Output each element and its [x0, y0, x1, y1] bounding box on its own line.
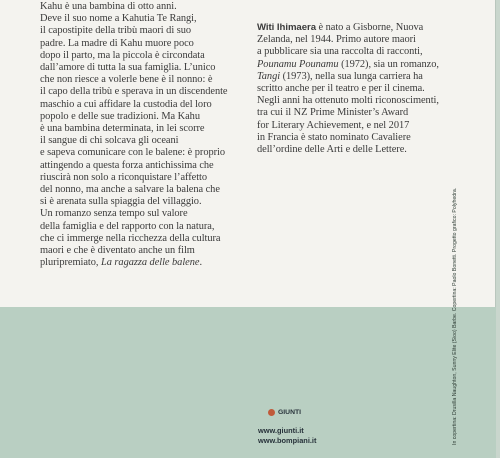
synopsis-line: attingendo a questa forza antichissima che [40, 159, 214, 171]
synopsis-line: dall’amore di tutta la sua famiglia. L’unico [40, 62, 216, 74]
book-title: Pounamu Pounamu [257, 58, 339, 70]
synopsis-line: Un romanzo senza tempo sul valore [40, 208, 188, 220]
film-suffix: . [199, 257, 202, 269]
bio-line: dell’ordine delle Arti e delle Lettere. [257, 144, 407, 156]
synopsis-line: il capo della tribù e sperava in un discendente [40, 86, 228, 98]
synopsis-line: Deve il suo nome a Kahutia Te Rangi, [40, 13, 197, 25]
synopsis-line: il sangue di chi solcava gli oceani [40, 135, 179, 147]
bio-line: for Literary Achievement, e nel 2017 [257, 119, 410, 131]
synopsis-line: del nonno, ma anche a salvare la balena che [40, 184, 220, 196]
film-title: La ragazza delle balene [101, 257, 200, 269]
synopsis-line: popolo e delle sue tradizioni. Ma Kahu [40, 110, 200, 122]
book-title: Tangi [257, 70, 281, 82]
bio-line [257, 59, 467, 71]
bio-text: è nato a Gisborne, Nuova [315, 22, 424, 33]
bio-text: (1972), sia un romanzo, [338, 58, 439, 70]
synopsis-line: Kahu è una bambina di otto anni. [40, 1, 177, 12]
bottom-band [0, 307, 496, 458]
synopsis-line: è una bambina determinata, in lei scorre [40, 123, 205, 135]
synopsis-line: dopo il parto, ma la piccola è circondata [40, 49, 205, 61]
synopsis-line-last [40, 257, 240, 269]
synopsis-line: si è arenata sulla spiaggia del villaggio. [40, 196, 202, 208]
bio-line: a pubblicare sia una raccolta di racconti, [257, 46, 423, 58]
credits-text: In copertina: Drusilla Naughton, Sunny Elite (Sioo) Barbe. Copertina: Paolo Bonetti. Progetto grafico: Polyhedra. [452, 187, 458, 445]
publisher-url: www.giunti.it [258, 426, 304, 435]
synopsis-line: e sapeva comunicare con le balene: è proprio [40, 147, 226, 159]
bio-line: tra cui il NZ Prime Minister’s Award [257, 107, 409, 119]
synopsis-text [40, 1, 240, 269]
publisher-urls [258, 426, 316, 445]
bio-line: Negli anni ha ottenuto molti riconoscimenti, [257, 95, 439, 107]
bio-line [257, 71, 467, 83]
bio-text: (1973), nella sua lunga carriera ha [280, 70, 423, 82]
synopsis-line: maori e che è diventato anche un film [40, 245, 195, 257]
author-name: Witi Ihimaera [257, 22, 316, 33]
publisher-url: www.bompiani.it [258, 435, 317, 445]
bio-line [257, 22, 467, 34]
synopsis-line: riuscirà non solo a riconquistare l’affetto [40, 171, 208, 183]
synopsis-line: della famiglia e del rapporto con la natura, [40, 220, 215, 232]
cover-credits [452, 187, 464, 445]
author-bio [257, 22, 467, 156]
synopsis-line: pluripremiato, [40, 257, 102, 269]
publisher-logo [268, 409, 301, 416]
synopsis-line: padre. La madre di Kahu muore poco [40, 37, 194, 49]
publisher-logo-icon [268, 409, 275, 416]
bio-line: scritto anche per il teatro e per il cinema. [257, 83, 425, 95]
synopsis-line: il capostipite della tribù maori di suo [40, 25, 191, 37]
publisher-logo-text: GIUNTI [278, 409, 302, 416]
synopsis-line: che ci immerge nella ricchezza della cultura [40, 232, 221, 244]
synopsis-line: maschio a cui affidare la custodia del loro [40, 98, 212, 110]
synopsis-line: che non riesce a volerle bene è il nonno: è [40, 74, 213, 86]
bio-line: Zelanda, nel 1944. Primo autore maori [257, 34, 416, 46]
bio-line: in Francia è stato nominato Cavaliere [257, 131, 411, 143]
